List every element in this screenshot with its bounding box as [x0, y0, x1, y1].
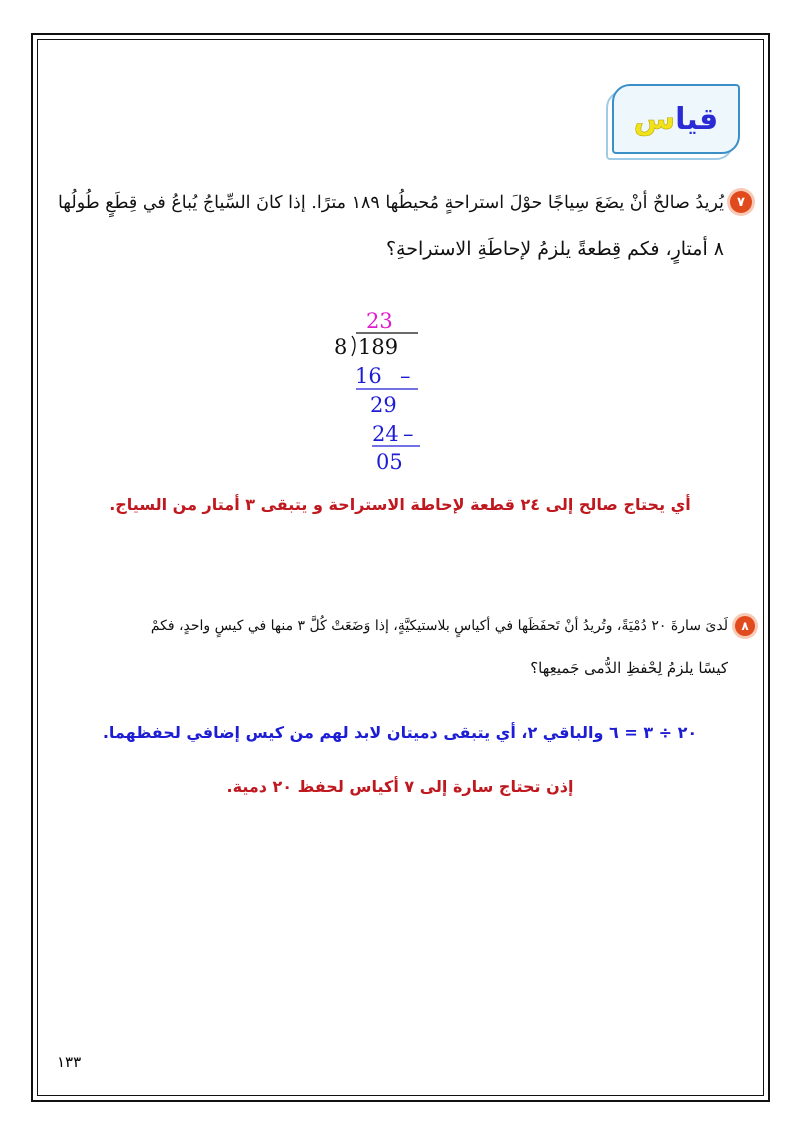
answer-7: أي يحتاج صالح إلى ٢٤ قطعة لإحاطة الاستراحة و يتبقى ٣ أمتار من السياج. [109, 495, 691, 514]
question-7-text [44, 180, 724, 272]
division-remainder-1: 29 [370, 393, 397, 417]
division-step-2: 24 [372, 422, 399, 446]
question-8-line-1: لَدىَ سارةَ ٢٠ دُمْيَةً، وتُريدُ أنْ تَحفَظَها في أكياسٍ بلاستيكيَّةٍ، إذا وَضَعَتْ كُلَّ ٣ منها في كيسٍ واحدٍ، فكمْ [150, 618, 728, 634]
question-7-line-2: ٨ أمتارٍ، فكم قِطعةً يلزمُ لإحاطَةِ الاستراحةِ؟ [385, 238, 724, 260]
division-divisor: 8 [334, 335, 348, 359]
division-dividend: 189 [358, 335, 399, 359]
question-8-text [40, 605, 728, 689]
division-quotient: 23 [366, 309, 393, 333]
division-minus-1: – [400, 364, 411, 388]
answer-8-line-2: إذن تحتاج سارة إلى ٧ أكياس لحفظ ٢٠ دمية. [226, 777, 574, 796]
section-title-part1: قيا [675, 101, 719, 137]
division-step-1: 16 [355, 364, 382, 388]
question-7-line-1: يُريدُ صالحٌ أنْ يضَعَ سِياجًا حوْلَ استراحةٍ مُحيطُها ١٨٩ مترًا. إذا كانَ السِّياجُ يُباعُ في قِطَعٍ طُولُها [57, 193, 724, 213]
answer-8-line-1: ٢٠ ÷ ٣ = ٦ والباقي ٢، أي يتبقى دميتان لابد لهم من كيس إضافي لحفظهما. [102, 723, 698, 742]
section-title [634, 102, 719, 137]
section-title-box [612, 84, 740, 154]
page-number: ١٣٣ [57, 1053, 82, 1071]
section-title-part2: س [633, 101, 676, 137]
question-7-badge: ٧ [730, 191, 752, 213]
question-8-badge: ٨ [735, 616, 755, 636]
division-remainder-2: 05 [376, 450, 403, 474]
division-minus-2: – [403, 422, 414, 446]
question-8-line-2: كيسًا يلزمُ لِحْفظِ الدُّمى جَميعِها؟ [530, 659, 728, 677]
